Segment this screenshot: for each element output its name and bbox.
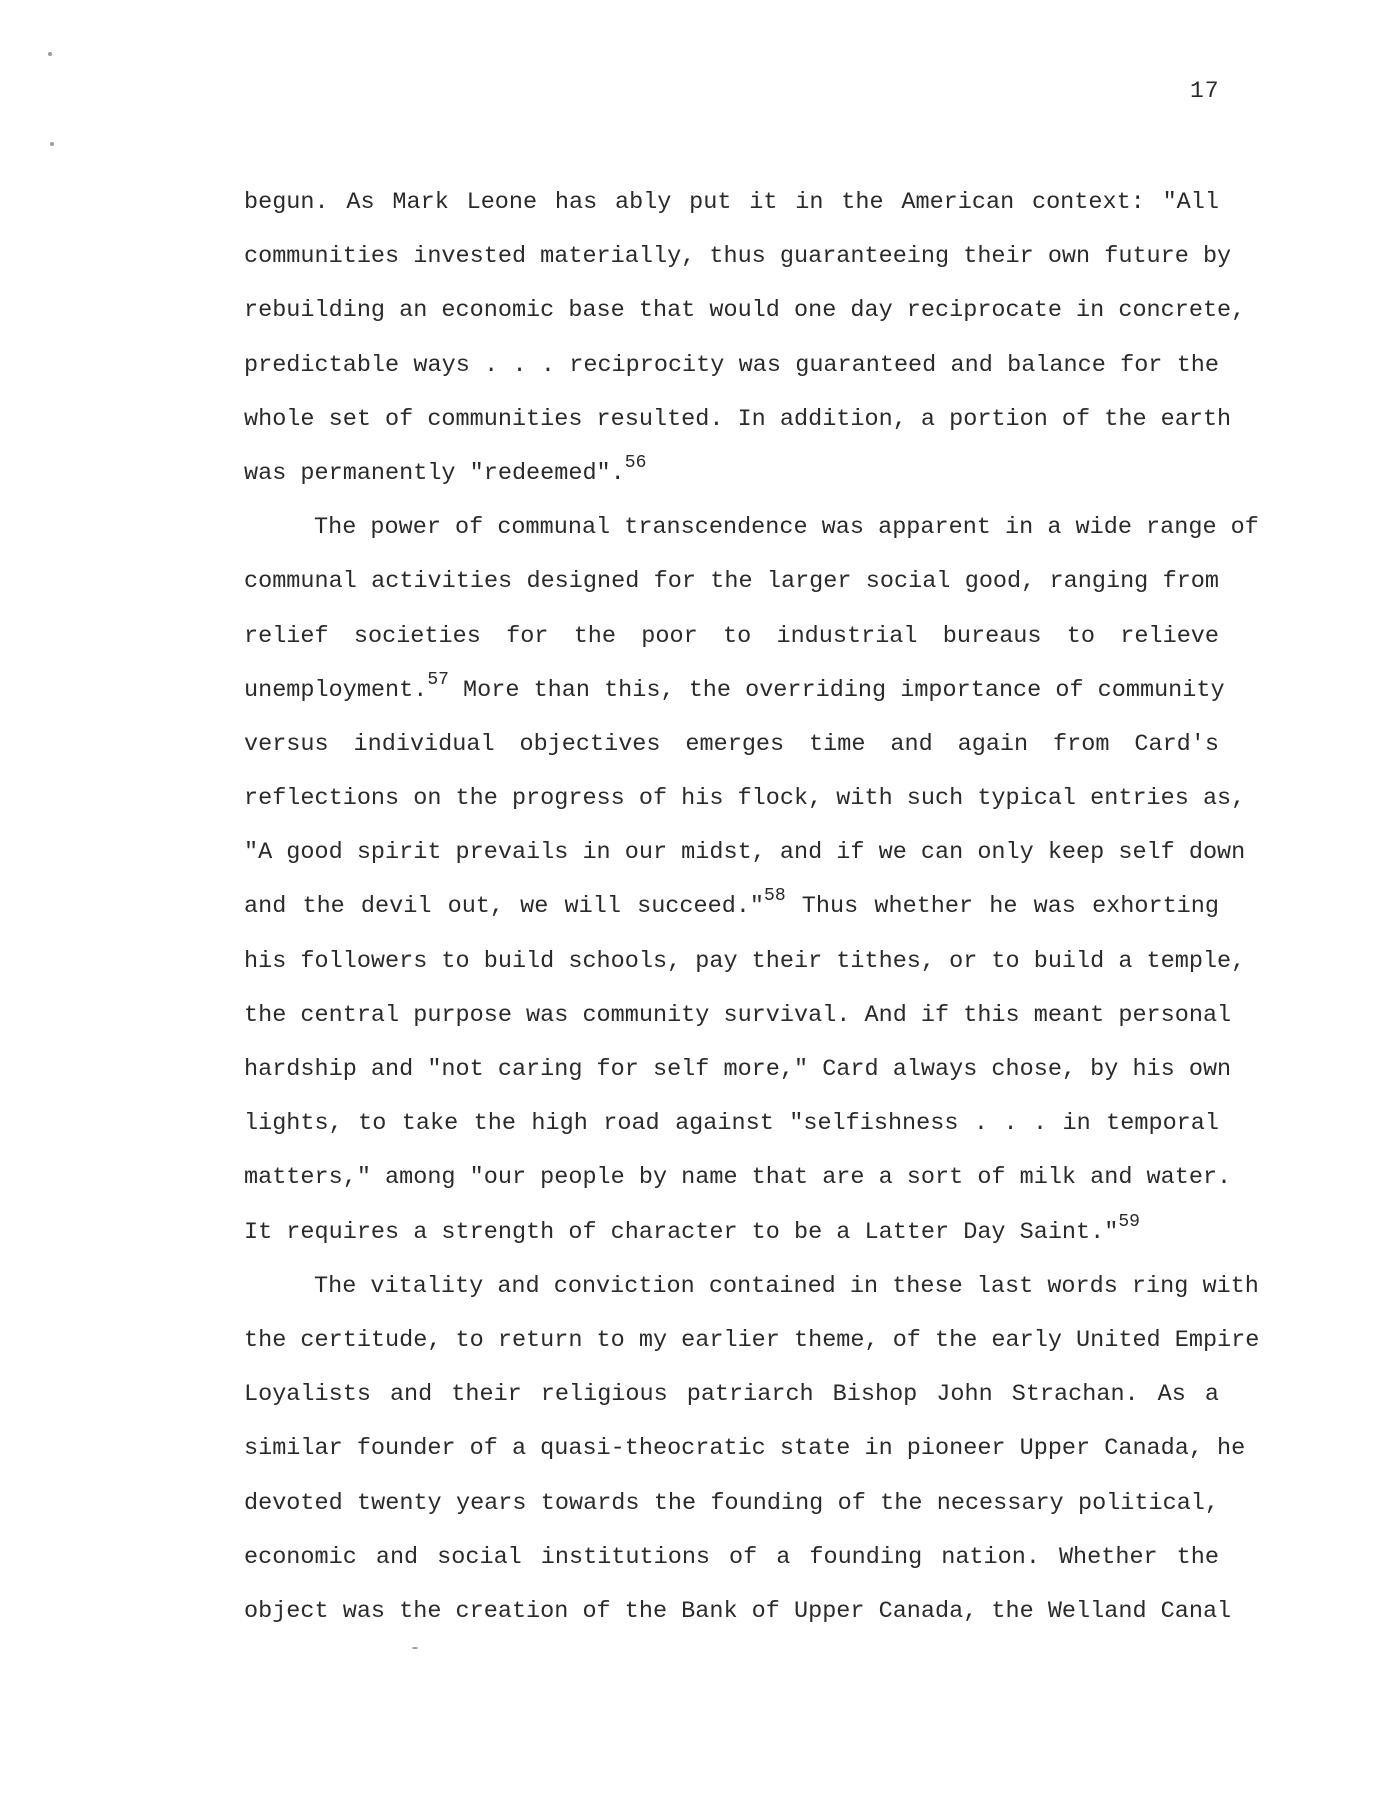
- text-line: [244, 339, 1219, 393]
- line-text: devoted twenty years towards the founding of the necessary political,: [244, 1489, 1219, 1517]
- line-text: predictable ways . . . reciprocity was guaranteed and balance for the: [244, 351, 1219, 379]
- line-text: communities invested materially, thus guaranteeing their own future by: [244, 243, 1232, 271]
- line-text: and the devil out, we will succeed.": [244, 893, 765, 921]
- text-line: [244, 826, 1246, 880]
- text-line: [244, 718, 1219, 772]
- line-text-continued: Thus whether he was exhorting: [785, 893, 1219, 921]
- text-line: [244, 1585, 1232, 1639]
- line-text: rebuilding an economic base that would one day reciprocate in concrete,: [244, 297, 1246, 325]
- text-line: [244, 447, 1219, 501]
- line-text: the central purpose was community survival. And if this meant personal: [244, 1001, 1232, 1029]
- text-line: [244, 610, 1219, 664]
- text-line: [244, 772, 1246, 826]
- scan-speck: [412, 1647, 418, 1649]
- page-number: 17: [1190, 78, 1220, 104]
- scan-speck: [50, 142, 54, 146]
- text-line: [244, 393, 1232, 447]
- line-text: begun. As Mark Leone has ably put it in the American context: "All: [244, 189, 1219, 216]
- text-line: [244, 935, 1246, 989]
- line-text: lights, to take the high road against "selfishness . . . in temporal: [244, 1110, 1219, 1138]
- text-line: [244, 1151, 1232, 1205]
- text-line: [244, 1477, 1219, 1531]
- line-text: his followers to build schools, pay their tithes, or to build a temple,: [244, 947, 1246, 975]
- text-line: [244, 230, 1232, 284]
- line-text: unemployment.: [244, 676, 428, 704]
- line-text: similar founder of a quasi-theocratic state in pioneer Upper Canada, he: [244, 1435, 1246, 1463]
- text-line: [244, 1314, 1260, 1368]
- text-line: [244, 501, 1259, 555]
- text-line: [244, 989, 1232, 1043]
- line-text: It requires a strength of character to be a Latter Day Saint.": [244, 1218, 1119, 1246]
- text-line: [244, 880, 1219, 934]
- text-line: [244, 1368, 1219, 1422]
- line-text-continued: More than this, the overriding importance of community: [448, 676, 1225, 704]
- line-text: the certitude, to return to my earlier theme, of the early United Empire: [244, 1326, 1260, 1354]
- text-line: [244, 1422, 1246, 1476]
- text-line: [244, 284, 1246, 338]
- body-text: [244, 176, 1260, 1639]
- line-text: The power of communal transcendence was apparent in a wide range of: [314, 514, 1259, 542]
- footnote-marker: 59: [1118, 1211, 1140, 1232]
- footnote-marker: 57: [427, 669, 449, 690]
- footnote-marker: 56: [624, 452, 647, 473]
- text-line: [244, 1043, 1232, 1097]
- line-text: relief societies for the poor to industrial bureaus to relieve: [244, 622, 1219, 650]
- line-text: versus individual objectives emerges time and again from Card's: [244, 730, 1219, 758]
- line-text: matters," among "our people by name that are a sort of milk and water.: [244, 1164, 1232, 1192]
- scan-speck: [48, 52, 52, 56]
- text-line: [244, 1531, 1219, 1585]
- text-line: [244, 664, 1225, 718]
- text-line: [244, 176, 1219, 230]
- footnote-marker: 58: [764, 886, 786, 907]
- text-line: [244, 1260, 1259, 1314]
- line-text: reflections on the progress of his flock, with such typical entries as,: [244, 785, 1246, 813]
- text-line: [244, 555, 1219, 609]
- text-line: [244, 1097, 1219, 1151]
- line-text: hardship and "not caring for self more," Card always chose, by his own: [244, 1056, 1232, 1083]
- line-text: whole set of communities resulted. In addition, a portion of the earth: [244, 405, 1232, 433]
- line-text: was permanently "redeemed".: [244, 459, 625, 487]
- line-text: "A good spirit prevails in our midst, and if we can only keep self down: [244, 839, 1246, 867]
- line-text: Loyalists and their religious patriarch Bishop John Strachan. As a: [244, 1381, 1219, 1409]
- line-text: object was the creation of the Bank of Upper Canada, the Welland Canal: [244, 1597, 1232, 1625]
- line-text: communal activities designed for the larger social good, ranging from: [244, 568, 1219, 596]
- text-line: [244, 1206, 1219, 1260]
- line-text: economic and social institutions of a founding nation. Whether the: [244, 1543, 1219, 1571]
- line-text: The vitality and conviction contained in these last words ring with: [314, 1272, 1259, 1300]
